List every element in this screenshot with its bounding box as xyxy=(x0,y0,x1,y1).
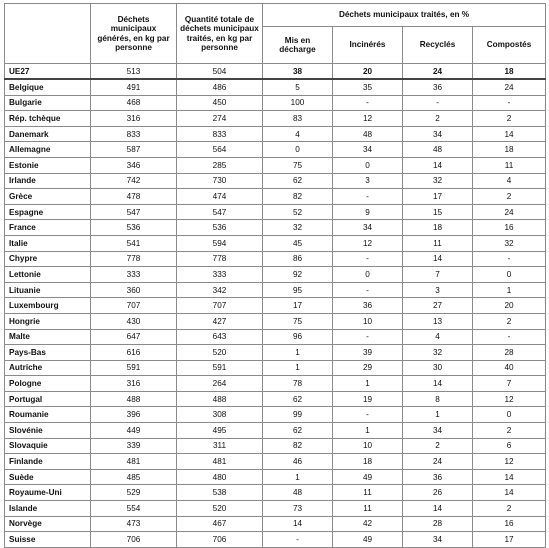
table-header xyxy=(5,4,546,64)
composted-cell: 2 xyxy=(473,189,546,205)
total-treated-cell: 311 xyxy=(177,438,263,454)
total-treated-cell: 474 xyxy=(177,189,263,205)
eu-total-row xyxy=(5,64,546,80)
table-row xyxy=(5,438,546,454)
country-cell: Norvège xyxy=(5,516,91,532)
recycled-cell: 27 xyxy=(403,298,473,314)
generated-cell: 513 xyxy=(91,64,177,80)
recycled-cell: 34 xyxy=(403,532,473,548)
generated-cell: 396 xyxy=(91,407,177,423)
composted-cell: 12 xyxy=(473,391,546,407)
composted-cell: 0 xyxy=(473,407,546,423)
table-row xyxy=(5,95,546,111)
landfill-cell: 5 xyxy=(263,79,333,95)
generated-cell: 742 xyxy=(91,173,177,189)
country-cell: Italie xyxy=(5,235,91,251)
recycled-cell: 28 xyxy=(403,516,473,532)
total-treated-cell: 547 xyxy=(177,204,263,220)
recycled-cell: 1 xyxy=(403,407,473,423)
country-cell: Danemark xyxy=(5,126,91,142)
total-treated-cell: 778 xyxy=(177,251,263,267)
incinerated-cell: 11 xyxy=(333,485,403,501)
landfill-cell: 75 xyxy=(263,157,333,173)
table-row xyxy=(5,469,546,485)
generated-cell: 647 xyxy=(91,329,177,345)
incinerated-cell: 48 xyxy=(333,126,403,142)
generated-cell: 554 xyxy=(91,501,177,517)
incinerated-cell: 0 xyxy=(333,157,403,173)
incinerated-cell: 49 xyxy=(333,532,403,548)
country-cell: Suisse xyxy=(5,532,91,548)
total-treated-cell: 594 xyxy=(177,235,263,251)
table-row xyxy=(5,111,546,127)
table-row xyxy=(5,282,546,298)
table-row xyxy=(5,407,546,423)
landfill-cell: - xyxy=(263,532,333,548)
country-cell: Pays-Bas xyxy=(5,345,91,361)
incinerated-cell: 29 xyxy=(333,360,403,376)
landfill-cell: 75 xyxy=(263,313,333,329)
country-cell: Suède xyxy=(5,469,91,485)
total-treated-cell: 707 xyxy=(177,298,263,314)
landfill-cell: 83 xyxy=(263,111,333,127)
generated-cell: 449 xyxy=(91,423,177,439)
generated-cell: 547 xyxy=(91,204,177,220)
composted-cell: 4 xyxy=(473,173,546,189)
composted-cell: 18 xyxy=(473,64,546,80)
generated-cell: 616 xyxy=(91,345,177,361)
recycled-cell: 36 xyxy=(403,79,473,95)
generated-cell: 491 xyxy=(91,79,177,95)
landfill-cell: 1 xyxy=(263,345,333,361)
landfill-cell: 1 xyxy=(263,469,333,485)
composted-cell: 11 xyxy=(473,157,546,173)
country-cell: UE27 xyxy=(5,64,91,80)
recycled-cell: 18 xyxy=(403,220,473,236)
recycled-cell: 3 xyxy=(403,282,473,298)
generated-cell: 473 xyxy=(91,516,177,532)
landfill-cell: 46 xyxy=(263,454,333,470)
country-cell: Rép. tchèque xyxy=(5,111,91,127)
recycled-cell: 14 xyxy=(403,376,473,392)
recycled-cell: 8 xyxy=(403,391,473,407)
recycled-cell: 15 xyxy=(403,204,473,220)
recycled-header: Recyclés xyxy=(403,27,473,64)
composted-cell: 1 xyxy=(473,282,546,298)
table-row xyxy=(5,204,546,220)
composted-cell: - xyxy=(473,95,546,111)
composted-header: Compostés xyxy=(473,27,546,64)
total-treated-cell: 427 xyxy=(177,313,263,329)
incinerated-cell: 35 xyxy=(333,79,403,95)
recycled-cell: - xyxy=(403,95,473,111)
generated-cell: 360 xyxy=(91,282,177,298)
recycled-cell: 11 xyxy=(403,235,473,251)
recycled-cell: 4 xyxy=(403,329,473,345)
incinerated-cell: 1 xyxy=(333,423,403,439)
total-treated-cell: 591 xyxy=(177,360,263,376)
recycled-cell: 14 xyxy=(403,501,473,517)
landfill-header: Mis en décharge xyxy=(263,27,333,64)
table-row xyxy=(5,157,546,173)
composted-cell: 0 xyxy=(473,267,546,283)
recycled-cell: 13 xyxy=(403,313,473,329)
table-row xyxy=(5,126,546,142)
generated-cell: 587 xyxy=(91,142,177,158)
composted-cell: 20 xyxy=(473,298,546,314)
table-row xyxy=(5,251,546,267)
total-treated-cell: 486 xyxy=(177,79,263,95)
country-cell: Autriche xyxy=(5,360,91,376)
table-row xyxy=(5,313,546,329)
generated-cell: 541 xyxy=(91,235,177,251)
country-cell: Grèce xyxy=(5,189,91,205)
total-treated-cell: 274 xyxy=(177,111,263,127)
recycled-cell: 48 xyxy=(403,142,473,158)
total-treated-cell: 564 xyxy=(177,142,263,158)
composted-cell: 12 xyxy=(473,454,546,470)
table-row xyxy=(5,360,546,376)
composted-cell: 2 xyxy=(473,423,546,439)
landfill-cell: 100 xyxy=(263,95,333,111)
composted-cell: 32 xyxy=(473,235,546,251)
incinerated-cell: 10 xyxy=(333,438,403,454)
composted-cell: 24 xyxy=(473,79,546,95)
table-row xyxy=(5,376,546,392)
landfill-cell: 0 xyxy=(263,142,333,158)
landfill-cell: 52 xyxy=(263,204,333,220)
composted-cell: 14 xyxy=(473,469,546,485)
table-body xyxy=(5,64,546,548)
incinerated-cell: - xyxy=(333,407,403,423)
generated-cell: 481 xyxy=(91,454,177,470)
table-row xyxy=(5,173,546,189)
table-row xyxy=(5,142,546,158)
country-cell: Hongrie xyxy=(5,313,91,329)
generated-cell: 778 xyxy=(91,251,177,267)
generated-cell: 478 xyxy=(91,189,177,205)
table-row xyxy=(5,423,546,439)
composted-cell: 28 xyxy=(473,345,546,361)
country-cell: Irlande xyxy=(5,173,91,189)
country-cell: Islande xyxy=(5,501,91,517)
table-row xyxy=(5,345,546,361)
composted-cell: 17 xyxy=(473,532,546,548)
landfill-cell: 95 xyxy=(263,282,333,298)
recycled-cell: 17 xyxy=(403,189,473,205)
composted-cell: 16 xyxy=(473,516,546,532)
total-treated-cell: 467 xyxy=(177,516,263,532)
recycled-cell: 36 xyxy=(403,469,473,485)
recycled-cell: 2 xyxy=(403,438,473,454)
country-cell: Estonie xyxy=(5,157,91,173)
landfill-cell: 62 xyxy=(263,391,333,407)
total-treated-cell: 450 xyxy=(177,95,263,111)
landfill-cell: 32 xyxy=(263,220,333,236)
table-row xyxy=(5,454,546,470)
generated-cell: 833 xyxy=(91,126,177,142)
total-treated-cell: 308 xyxy=(177,407,263,423)
total-treated-cell: 342 xyxy=(177,282,263,298)
total-treated-cell: 643 xyxy=(177,329,263,345)
generated-cell: 316 xyxy=(91,111,177,127)
country-cell: Slovénie xyxy=(5,423,91,439)
table-row xyxy=(5,298,546,314)
composted-cell: 14 xyxy=(473,126,546,142)
table-row xyxy=(5,220,546,236)
incinerated-cell: 11 xyxy=(333,501,403,517)
total-treated-cell: 833 xyxy=(177,126,263,142)
country-cell: Royaume-Uni xyxy=(5,485,91,501)
total-treated-cell: 333 xyxy=(177,267,263,283)
incinerated-cell: - xyxy=(333,329,403,345)
composted-cell: 16 xyxy=(473,220,546,236)
landfill-cell: 96 xyxy=(263,329,333,345)
incinerated-cell: - xyxy=(333,95,403,111)
generated-header: Déchets municipaux générés, en kg par personne xyxy=(91,4,177,64)
total-treated-cell: 480 xyxy=(177,469,263,485)
table-row xyxy=(5,485,546,501)
generated-cell: 316 xyxy=(91,376,177,392)
total-treated-cell: 481 xyxy=(177,454,263,470)
incinerated-cell: 20 xyxy=(333,64,403,80)
total-treated-cell: 520 xyxy=(177,501,263,517)
incinerated-cell: 34 xyxy=(333,142,403,158)
recycled-cell: 24 xyxy=(403,64,473,80)
incinerated-cell: 36 xyxy=(333,298,403,314)
composted-cell: 18 xyxy=(473,142,546,158)
table-row xyxy=(5,267,546,283)
country-cell: Roumanie xyxy=(5,407,91,423)
landfill-cell: 82 xyxy=(263,438,333,454)
generated-cell: 591 xyxy=(91,360,177,376)
country-cell: Lituanie xyxy=(5,282,91,298)
total-treated-cell: 520 xyxy=(177,345,263,361)
generated-cell: 333 xyxy=(91,267,177,283)
incinerated-cell: 3 xyxy=(333,173,403,189)
waste-data-table xyxy=(4,3,546,548)
total-treated-cell: 538 xyxy=(177,485,263,501)
incinerated-header: Incinérés xyxy=(333,27,403,64)
country-cell: Allemagne xyxy=(5,142,91,158)
incinerated-cell: 9 xyxy=(333,204,403,220)
composted-cell: - xyxy=(473,251,546,267)
table-row xyxy=(5,391,546,407)
landfill-cell: 86 xyxy=(263,251,333,267)
incinerated-cell: 49 xyxy=(333,469,403,485)
country-cell: Malte xyxy=(5,329,91,345)
composted-cell: 24 xyxy=(473,204,546,220)
composted-cell: 7 xyxy=(473,376,546,392)
landfill-cell: 62 xyxy=(263,173,333,189)
generated-cell: 346 xyxy=(91,157,177,173)
total-treated-cell: 264 xyxy=(177,376,263,392)
total-treated-cell: 504 xyxy=(177,64,263,80)
generated-cell: 485 xyxy=(91,469,177,485)
total-treated-cell: 495 xyxy=(177,423,263,439)
table-row xyxy=(5,516,546,532)
country-header-cell xyxy=(5,4,91,64)
composted-cell: - xyxy=(473,329,546,345)
landfill-cell: 62 xyxy=(263,423,333,439)
recycled-cell: 24 xyxy=(403,454,473,470)
total-treated-header: Quantité totale de déchets municipaux traités, en kg par personne xyxy=(177,4,263,64)
country-cell: Pologne xyxy=(5,376,91,392)
landfill-cell: 4 xyxy=(263,126,333,142)
recycled-cell: 14 xyxy=(403,251,473,267)
total-treated-cell: 488 xyxy=(177,391,263,407)
total-treated-cell: 730 xyxy=(177,173,263,189)
recycled-cell: 34 xyxy=(403,423,473,439)
country-cell: Lettonie xyxy=(5,267,91,283)
recycled-cell: 32 xyxy=(403,345,473,361)
generated-cell: 468 xyxy=(91,95,177,111)
incinerated-cell: 42 xyxy=(333,516,403,532)
table-row xyxy=(5,235,546,251)
recycled-cell: 2 xyxy=(403,111,473,127)
incinerated-cell: - xyxy=(333,189,403,205)
composted-cell: 14 xyxy=(473,485,546,501)
incinerated-cell: 0 xyxy=(333,267,403,283)
generated-cell: 707 xyxy=(91,298,177,314)
country-cell: Chypre xyxy=(5,251,91,267)
table-row xyxy=(5,329,546,345)
country-cell: Belgique xyxy=(5,79,91,95)
country-cell: France xyxy=(5,220,91,236)
country-cell: Finlande xyxy=(5,454,91,470)
recycled-cell: 14 xyxy=(403,157,473,173)
incinerated-cell: 12 xyxy=(333,235,403,251)
total-treated-cell: 706 xyxy=(177,532,263,548)
treated-group-header: Déchets municipaux traités, en % xyxy=(263,4,546,27)
incinerated-cell: 19 xyxy=(333,391,403,407)
landfill-cell: 14 xyxy=(263,516,333,532)
incinerated-cell: 12 xyxy=(333,111,403,127)
country-cell: Slovaquie xyxy=(5,438,91,454)
recycled-cell: 26 xyxy=(403,485,473,501)
landfill-cell: 99 xyxy=(263,407,333,423)
incinerated-cell: 18 xyxy=(333,454,403,470)
generated-cell: 339 xyxy=(91,438,177,454)
landfill-cell: 92 xyxy=(263,267,333,283)
landfill-cell: 73 xyxy=(263,501,333,517)
composted-cell: 2 xyxy=(473,313,546,329)
landfill-cell: 1 xyxy=(263,360,333,376)
incinerated-cell: - xyxy=(333,282,403,298)
incinerated-cell: - xyxy=(333,251,403,267)
composted-cell: 2 xyxy=(473,501,546,517)
landfill-cell: 38 xyxy=(263,64,333,80)
generated-cell: 529 xyxy=(91,485,177,501)
country-cell: Bulgarie xyxy=(5,95,91,111)
generated-cell: 430 xyxy=(91,313,177,329)
landfill-cell: 78 xyxy=(263,376,333,392)
generated-cell: 536 xyxy=(91,220,177,236)
incinerated-cell: 34 xyxy=(333,220,403,236)
table-row xyxy=(5,189,546,205)
country-cell: Luxembourg xyxy=(5,298,91,314)
landfill-cell: 48 xyxy=(263,485,333,501)
country-cell: Espagne xyxy=(5,204,91,220)
recycled-cell: 32 xyxy=(403,173,473,189)
incinerated-cell: 10 xyxy=(333,313,403,329)
landfill-cell: 82 xyxy=(263,189,333,205)
composted-cell: 6 xyxy=(473,438,546,454)
table-row xyxy=(5,501,546,517)
incinerated-cell: 1 xyxy=(333,376,403,392)
total-treated-cell: 536 xyxy=(177,220,263,236)
generated-cell: 488 xyxy=(91,391,177,407)
table-row xyxy=(5,79,546,95)
landfill-cell: 45 xyxy=(263,235,333,251)
recycled-cell: 7 xyxy=(403,267,473,283)
recycled-cell: 34 xyxy=(403,126,473,142)
generated-cell: 706 xyxy=(91,532,177,548)
landfill-cell: 17 xyxy=(263,298,333,314)
composted-cell: 40 xyxy=(473,360,546,376)
composted-cell: 2 xyxy=(473,111,546,127)
recycled-cell: 30 xyxy=(403,360,473,376)
incinerated-cell: 39 xyxy=(333,345,403,361)
country-cell: Portugal xyxy=(5,391,91,407)
total-treated-cell: 285 xyxy=(177,157,263,173)
